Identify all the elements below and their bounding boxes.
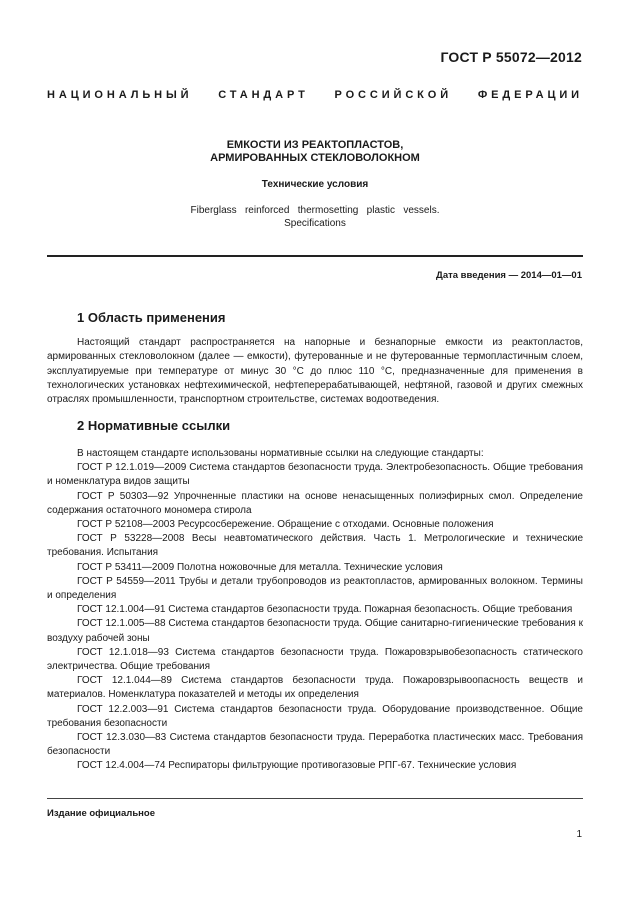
list-item: ГОСТ 12.4.004—74 Респираторы фильтрующие противогазовые РПГ-67. Технические условия <box>77 760 517 772</box>
official-edition-label: Издание официальное <box>47 808 155 819</box>
national-standard-line: НАЦИОНАЛЬНЫЙ СТАНДАРТ РОССИЙСКОЙ ФЕДЕРАЦИИ <box>47 89 583 101</box>
list-item: ГОСТ 12.3.030—83 Система стандартов безопасности труда. Переработка пластических масс. Требования безопасности <box>47 732 583 758</box>
standard-number: ГОСТ Р 55072—2012 <box>440 49 582 65</box>
list-item: ГОСТ 12.1.018—93 Система стандартов безопасности труда. Пожаровзрывобезопасность статического электричества. Общие требования <box>47 646 583 673</box>
list-item: ГОСТ Р 12.1.019—2009 Система стандартов безопасности труда. Электробезопасность. Общие требования и номенклатура видов защиты <box>47 462 583 488</box>
header-divider <box>47 255 583 257</box>
section2-heading: 2 Нормативные ссылки <box>77 418 231 433</box>
introduction-date: Дата введения — 2014—01—01 <box>436 270 582 281</box>
list-item: ГОСТ Р 50303—92 Упрочненные пластики на основе ненасыщенных полиэфирных смол. Определение содержания остаточного мономера стирола <box>47 490 583 516</box>
list-item: ГОСТ Р 52108—2003 Ресурсосбережение. Обращение с отходами. Основные положения <box>77 519 494 531</box>
list-item: ГОСТ 12.2.003—91 Система стандартов безопасности труда. Оборудование производственное. Общие требования безопасности <box>47 703 583 729</box>
list-item: ГОСТ 12.1.044—89 Система стандартов безопасности труда. Пожаровзрывоопасность веществ и материалов. Номенклатура показателей и методы их определения <box>47 675 583 701</box>
english-title-line1: Fiberglass reinforced thermosetting plastic vessels. <box>190 205 440 216</box>
list-item: В настоящем стандарте использованы нормативные ссылки на следующие стандарты: <box>77 448 484 459</box>
document-title-line2: АРМИРОВАННЫХ СТЕКЛОВОЛОКНОМ <box>210 152 420 164</box>
english-title-line2: Specifications <box>284 218 346 229</box>
list-item: ГОСТ Р 54559—2011 Трубы и детали трубопроводов из реактопластов, армированных волокном. Термины и определения <box>47 575 583 602</box>
list-item: ГОСТ 12.1.004—91 Система стандартов безопасности труда. Пожарная безопасность. Общие требования <box>77 604 573 616</box>
list-item: ГОСТ Р 53411—2009 Полотна ножовочные для металла. Технические условия <box>77 561 443 573</box>
document-subtitle: Технические условия <box>261 179 369 190</box>
section1-heading: 1 Область применения <box>77 310 226 325</box>
section1-text <box>47 336 583 407</box>
normative-references-list <box>47 447 583 774</box>
list-item: ГОСТ 12.1.005—88 Система стандартов безопасности труда. Общие санитарно-гигиенические требования к воздуху рабочей зоны <box>47 618 583 644</box>
document-title-line1: ЕМКОСТИ ИЗ РЕАКТОПЛАСТОВ, <box>226 139 404 151</box>
section1-paragraph: Настоящий стандарт распространяется на напорные и безнапорные емкости из реактопластов, армированных стекловолокном (далее — емкости), футерованные и не футерованные термопластичным слоем, эксплуатируемые при температуре от минус 30 °С до плюс 110 °С, предназначенные для применения в технологических установках нефтехимической, нефтеперерабатывающей, нефтяной, газовой и других смежных отраслях промышленности, транспортном строительстве, системах водоотведения. <box>47 337 583 406</box>
list-item: ГОСТ Р 53228—2008 Весы неавтоматического действия. Часть 1. Метрологические и технические требования. Испытания <box>47 533 583 559</box>
footer-divider <box>47 798 583 799</box>
page-number: 1 <box>576 829 582 840</box>
